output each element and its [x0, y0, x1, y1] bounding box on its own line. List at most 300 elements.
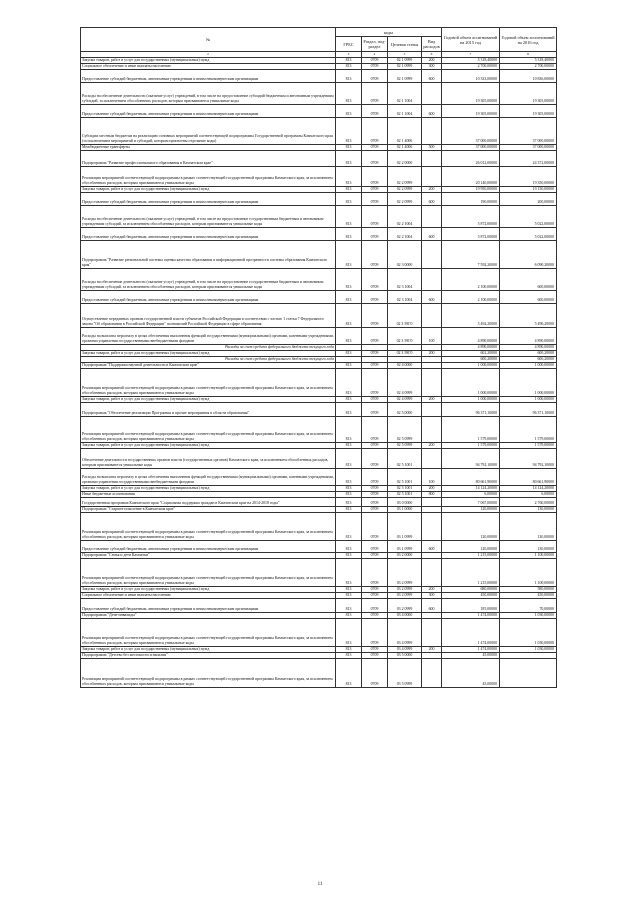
row-expense-type: [422, 369, 442, 397]
row-section: 0709: [362, 613, 388, 619]
row-grbs: 813: [336, 587, 362, 593]
row-volume-2016: 37 000,00000: [500, 118, 557, 145]
table-row: [81, 151, 557, 167]
row-volume-2015: 450,00000: [442, 593, 500, 599]
row-grbs: 813: [336, 613, 362, 619]
row-expense-type: 300: [422, 593, 442, 599]
row-volume-2015: 120,00000: [442, 541, 500, 553]
row-grbs: 813: [336, 593, 362, 599]
row-volume-2015: 4 890,00000: [442, 328, 500, 345]
row-grbs: 813: [336, 151, 362, 167]
table-row: [81, 193, 557, 206]
row-volume-2016: 6 090,20000: [500, 241, 557, 269]
page-number: 11: [317, 882, 323, 887]
row-name: Предоставление субсидий бюджетным, автономным учреждениям и иным некоммерческим организациям: [81, 599, 336, 613]
table-row: [81, 417, 557, 443]
row-volume-2015: 7 592,20000: [442, 241, 500, 269]
row-volume-2016: [500, 659, 557, 688]
row-grbs: 813: [336, 351, 362, 357]
row-section: 0709: [362, 541, 388, 553]
column-index: 5: [388, 52, 422, 58]
row-section: 0709: [362, 593, 388, 599]
table-row: [81, 269, 557, 291]
row-name: Закупка товаров, работ и услуг для государственных (муниципальных) нужд: [81, 647, 336, 653]
row-volume-2015: 185,00000: [442, 599, 500, 613]
row-grbs: 813: [336, 64, 362, 70]
row-volume-2015: 5 492,20000: [442, 304, 500, 328]
row-section: 0709: [362, 193, 388, 206]
header-volume-2016: Годовой объем ассигнований на 2016 год: [500, 28, 557, 52]
row-name: Иные бюджетные ассигнования: [81, 492, 336, 498]
row-grbs: 813: [336, 553, 362, 559]
row-volume-2016: 1 100,00000: [500, 553, 557, 559]
row-name: Закупка товаров, работ и услуг для государственных (муниципальных) нужд: [81, 187, 336, 193]
row-grbs: 813: [336, 513, 362, 541]
row-name: Предоставление субсидий бюджетным, автономным учреждениям и иным некоммерческим организациям: [81, 541, 336, 553]
row-volume-2016: 600,00000: [500, 291, 557, 304]
row-section: 0709: [362, 304, 388, 328]
row-expense-type: [422, 151, 442, 167]
table-row: [81, 291, 557, 304]
row-section: 0709: [362, 486, 388, 492]
row-target-item: 02 5 0000: [388, 403, 422, 417]
row-section: 0709: [362, 269, 388, 291]
table-row: [81, 449, 557, 469]
table-row: [81, 105, 557, 118]
row-volume-2016: 19 305,00000: [500, 105, 557, 118]
row-grbs: 813: [336, 498, 362, 507]
row-target-item: 03 4 0999: [388, 647, 422, 653]
row-section: 0709: [362, 363, 388, 369]
row-volume-2016: 96 371,10000: [500, 403, 557, 417]
row-section: 0709: [362, 659, 388, 688]
row-grbs: 813: [336, 241, 362, 269]
row-grbs: 813: [336, 363, 362, 369]
row-grbs: 813: [336, 369, 362, 397]
row-grbs: 813: [336, 145, 362, 151]
table-row: [81, 659, 557, 688]
row-expense-type: 600: [422, 70, 442, 83]
row-grbs: 813: [336, 304, 362, 328]
row-name: Подпрограмма "Развитие профессионального образования в Камчатском крае": [81, 151, 336, 167]
row-section: 0709: [362, 397, 388, 403]
table-row: [81, 167, 557, 187]
row-grbs: 813: [336, 167, 362, 187]
row-expense-type: 200: [422, 351, 442, 357]
row-volume-2015: 602,20000: [442, 351, 500, 357]
row-volume-2016: 1 100,00000: [500, 559, 557, 587]
table-row: [81, 228, 557, 241]
budget-sheet: [80, 27, 556, 688]
row-expense-type: [422, 513, 442, 541]
row-volume-2015: 2 700,00000: [442, 64, 500, 70]
table-row: [81, 206, 557, 228]
row-volume-2015: 1 474,00000: [442, 613, 500, 619]
row-volume-2016: 80 661,90000: [500, 469, 557, 486]
row-volume-2016: 600,20000: [500, 357, 557, 363]
row-volume-2015: 1 215,00000: [442, 559, 500, 587]
row-target-item: 03 2 0999: [388, 599, 422, 613]
row-section: 0709: [362, 83, 388, 105]
row-grbs: 813: [336, 83, 362, 105]
row-section: 0709: [362, 587, 388, 593]
header-target-item: Целевая статья: [388, 37, 422, 52]
row-name: Расходы на обеспечение деятельности (оказание услуг) учреждений, в том числе на предоставление государственным бюджетным и автономным учреждениям субсидий, за исключением обособленных расходов, которым присваиваются уникальные коды: [81, 269, 336, 291]
row-grbs: 813: [336, 58, 362, 64]
table-row: [81, 498, 557, 507]
row-target-item: 02 5 1001: [388, 492, 422, 498]
row-volume-2015: 1 000,00000: [442, 363, 500, 369]
row-volume-2015: 1 579,00000: [442, 443, 500, 449]
row-volume-2015: 1 474,00000: [442, 619, 500, 647]
row-section: 0709: [362, 70, 388, 83]
row-target-item: 02 5 1001: [388, 486, 422, 492]
row-target-item: 02 3 0000: [388, 241, 422, 269]
row-grbs: 813: [336, 269, 362, 291]
row-section: 0709: [362, 328, 388, 345]
row-grbs: 813: [336, 70, 362, 83]
row-target-item: 03 4 0000: [388, 613, 422, 619]
row-volume-2016: 130,00000: [500, 541, 557, 553]
row-volume-2016: 130,00000: [500, 513, 557, 541]
row-name: Реализация мероприятий соответствующей подпрограммы в рамках соответствующей государственной программы Камчатского края, за исключением обособленных расходов, которым присваиваются уникальные коды: [81, 369, 336, 397]
row-expense-type: 600: [422, 105, 442, 118]
row-name: Расходы на выплаты персоналу в целях обеспечения выполнения функций государственными (муниципальными) органами, казенными учреждениями, органами управления государственными внебюджетными фондами: [81, 328, 336, 345]
row-expense-type: [422, 559, 442, 587]
row-target-item: 02 3 59Г0: [388, 351, 422, 357]
row-expense-type: 200: [422, 58, 442, 64]
row-volume-2016: 4 890,00000: [500, 345, 557, 351]
row-volume-2016: 5 022,00000: [500, 228, 557, 241]
row-volume-2015: 120,00000: [442, 513, 500, 541]
row-target-item: 02 4 0000: [388, 363, 422, 369]
row-volume-2015: 1 579,00000: [442, 417, 500, 443]
row-target-item: 02 2 0999: [388, 187, 422, 193]
row-name: Межбюджетные трансферты: [81, 145, 336, 151]
row-target-item: 02 2 0999: [388, 167, 422, 187]
row-volume-2015: 1 474,00000: [442, 647, 500, 653]
row-volume-2016: 24 372,00000: [500, 151, 557, 167]
row-volume-2016: 2 760,00000: [500, 498, 557, 507]
table-row: [81, 619, 557, 647]
row-section: 0709: [362, 145, 388, 151]
row-name: Предоставление субсидий бюджетным, автономным учреждениям и иным некоммерческим организациям: [81, 105, 336, 118]
row-volume-2016: 1 579,00000: [500, 443, 557, 449]
row-section: 0709: [362, 369, 388, 397]
row-grbs: 813: [336, 469, 362, 486]
row-expense-type: 600: [422, 599, 442, 613]
row-grbs: 813: [336, 443, 362, 449]
row-grbs: 813: [336, 599, 362, 613]
row-name: Подпрограмма "Поддержка научной деятельности в Камчатском крае": [81, 363, 336, 369]
row-target-item: 02 5 0999: [388, 443, 422, 449]
row-volume-2015: 45,00000: [442, 659, 500, 688]
header-grbs: ГРБС: [336, 37, 362, 52]
table-row: [81, 304, 557, 328]
row-volume-2016: 19 305,00000: [500, 83, 557, 105]
row-expense-type: [422, 83, 442, 105]
row-name: Реализация мероприятий соответствующей подпрограммы в рамках соответствующей государственной программы Камчатского края, за исключением обособленных расходов, которым присваиваются уникальные коды: [81, 659, 336, 688]
row-volume-2016: 37 000,00000: [500, 145, 557, 151]
row-grbs: 813: [336, 653, 362, 659]
row-grbs: 813: [336, 397, 362, 403]
row-volume-2015: 19 305,00000: [442, 83, 500, 105]
column-index: 4: [362, 52, 388, 58]
row-volume-2015: 96 371,10000: [442, 403, 500, 417]
row-expense-type: [422, 206, 442, 228]
row-target-item: 02 1 0999: [388, 58, 422, 64]
row-name: Государственная программа Камчатского края "Социальная поддержка граждан в Камчатском крае на 2014-2018 годы": [81, 498, 336, 507]
row-name: Социальное обеспечение и иные выплаты населению: [81, 593, 336, 599]
row-name: Предоставление субсидий бюджетным, автономным учреждениям и иным некоммерческим организациям: [81, 291, 336, 304]
column-index: 2: [81, 52, 336, 58]
row-grbs: 813: [336, 541, 362, 553]
row-name: Реализация мероприятий соответствующей подпрограммы в рамках соответствующей государственной программы Камчатского края, за исключением обособленных расходов, которым присваиваются уникальные коды: [81, 559, 336, 587]
row-volume-2015: 20 140,00000: [442, 167, 500, 187]
row-expense-type: 600: [422, 228, 442, 241]
row-grbs: 813: [336, 449, 362, 469]
header-expense-type: Вид расходов: [422, 37, 442, 52]
header-number: №: [81, 28, 336, 52]
row-volume-2015: 37 000,00000: [442, 118, 500, 145]
row-name: Подпрограмма "Дети-инвалиды": [81, 613, 336, 619]
row-expense-type: [422, 269, 442, 291]
budget-rows: [81, 58, 557, 688]
row-volume-2015: 26 012,00000: [442, 151, 500, 167]
row-expense-type: [422, 498, 442, 507]
row-section: 0709: [362, 151, 388, 167]
table-row: [81, 469, 557, 486]
row-volume-2015: 5 872,00000: [442, 206, 500, 228]
row-expense-type: 200: [422, 647, 442, 653]
row-expense-type: 600: [422, 193, 442, 206]
row-section: 0709: [362, 351, 388, 357]
row-target-item: 02 4 0999: [388, 397, 422, 403]
row-volume-2015: 19 305,00000: [442, 105, 500, 118]
row-target-item: 03 0 0000: [388, 498, 422, 507]
row-volume-2016: 1 000,00000: [500, 369, 557, 397]
row-target-item: 02 3 1004: [388, 291, 422, 304]
row-volume-2016: 1 579,00000: [500, 417, 557, 443]
row-target-item: 02 1 1004: [388, 105, 422, 118]
row-expense-type: 200: [422, 486, 442, 492]
row-volume-2016: 19 350,00000: [500, 167, 557, 187]
row-expense-type: [422, 417, 442, 443]
row-name: Предоставление субсидий бюджетным, автономным учреждениям и иным некоммерческим организациям: [81, 70, 336, 83]
table-row: [81, 541, 557, 553]
table-row: [81, 599, 557, 613]
row-grbs: 813: [336, 417, 362, 443]
row-volume-2016: 19 150,00000: [500, 187, 557, 193]
row-grbs: 813: [336, 206, 362, 228]
row-volume-2016: 600,20000: [500, 351, 557, 357]
row-name: Расходы на обеспечение деятельности (оказание услуг) учреждений, в том числе на предоставление государственным бюджетным и автономным учреждениям субсидий, за исключением обособленных расходов, которым присваиваются уникальные коды: [81, 206, 336, 228]
row-expense-type: 300: [422, 64, 442, 70]
row-volume-2015: 19 950,00000: [442, 187, 500, 193]
row-target-item: 03 4 0999: [388, 619, 422, 647]
table-row: [81, 70, 557, 83]
row-volume-2015: 6,00000: [442, 492, 500, 498]
row-section: 0709: [362, 498, 388, 507]
row-volume-2016: 1 030,00000: [500, 613, 557, 619]
row-volume-2016: 130,00000: [500, 507, 557, 513]
row-volume-2016: 4 890,00000: [500, 328, 557, 345]
row-volume-2015: 10 333,00000: [442, 70, 500, 83]
row-grbs: 813: [336, 118, 362, 145]
row-grbs: 813: [336, 507, 362, 513]
row-name: Закупка товаров, работ и услуг для государственных (муниципальных) нужд: [81, 443, 336, 449]
row-name: Расходы за счет средств федерального бюджета текущего года: [81, 357, 336, 363]
row-target-item: 03 5 0999: [388, 659, 422, 688]
table-row: [81, 559, 557, 587]
row-target-item: 02 1 0999: [388, 64, 422, 70]
row-expense-type: 200: [422, 443, 442, 449]
row-section: 0709: [362, 403, 388, 417]
row-section: 0709: [362, 553, 388, 559]
row-grbs: 813: [336, 559, 362, 587]
row-target-item: 03 1 0000: [388, 507, 422, 513]
row-volume-2015: 1 215,00000: [442, 553, 500, 559]
row-target-item: 02 3 59Г0: [388, 328, 422, 345]
row-target-item: 03 2 0999: [388, 593, 422, 599]
row-expense-type: 200: [422, 187, 442, 193]
row-target-item: 02 4 0999: [388, 369, 422, 397]
row-volume-2016: 580,00000: [500, 587, 557, 593]
table-row: [81, 369, 557, 397]
row-volume-2016: 2 700,00000: [500, 64, 557, 70]
row-volume-2016: 5 490,20000: [500, 304, 557, 328]
row-volume-2015: 1 000,00000: [442, 369, 500, 397]
row-section: 0709: [362, 559, 388, 587]
row-section: 0709: [362, 118, 388, 145]
row-target-item: 03 2 0000: [388, 553, 422, 559]
row-target-item: 03 1 0999: [388, 541, 422, 553]
row-expense-type: [422, 241, 442, 269]
row-grbs: 813: [336, 105, 362, 118]
row-volume-2015: 14 124,20000: [442, 486, 500, 492]
row-name: Закупка товаров, работ и услуг для государственных (муниципальных) нужд: [81, 58, 336, 64]
row-volume-2015: 120,00000: [442, 507, 500, 513]
column-index: 3: [336, 52, 362, 58]
row-volume-2016: 1 030,00000: [500, 619, 557, 647]
row-name: Закупка товаров, работ и услуг для государственных (муниципальных) нужд: [81, 397, 336, 403]
row-section: 0709: [362, 417, 388, 443]
table-row: [81, 328, 557, 345]
row-name: Осуществление переданных органам государственной власти субъектов Российской Федерации в соответствии с частью 1 статьи 7 Федерального закона "Об образовании в Российской Федерации" полномочий Российской Федерации в сфере образования: [81, 304, 336, 328]
row-name: Расходы на выплаты персоналу в целях обеспечения выполнения функций государственными (муниципальными) органами, казенными учреждениями, органами управления государственными внебюджетными фондами: [81, 469, 336, 486]
row-section: 0709: [362, 206, 388, 228]
row-volume-2015: 1 000,00000: [442, 397, 500, 403]
row-volume-2016: 10 836,00000: [500, 70, 557, 83]
row-expense-type: [422, 403, 442, 417]
row-volume-2016: 450,00000: [500, 593, 557, 599]
row-name: Предоставление субсидий бюджетным, автономным учреждениям и иным некоммерческим организациям: [81, 193, 336, 206]
row-expense-type: [422, 449, 442, 469]
row-target-item: 02 3 1004: [388, 269, 422, 291]
row-section: 0709: [362, 513, 388, 541]
row-expense-type: [422, 619, 442, 647]
row-section: 0709: [362, 492, 388, 498]
row-expense-type: 100: [422, 328, 442, 345]
row-volume-2015: 4 890,00000: [442, 345, 500, 351]
row-volume-2016: 94 792,10000: [500, 449, 557, 469]
row-grbs: 813: [336, 187, 362, 193]
row-volume-2016: 1 000,00000: [500, 363, 557, 369]
row-target-item: 02 2 1004: [388, 206, 422, 228]
row-name: Обеспечение деятельности государственных органов власти (государственных органов) Камчатского края, за исключением обособленных расходов, которым присваиваются уникальные коды: [81, 449, 336, 469]
row-volume-2016: 6,00000: [500, 492, 557, 498]
row-grbs: 813: [336, 193, 362, 206]
row-volume-2016: 600,00000: [500, 269, 557, 291]
row-grbs: 813: [336, 492, 362, 498]
row-volume-2015: 7 067,00000: [442, 498, 500, 507]
row-name: Подпрограмма "Детство без жестокости и насилия": [81, 653, 336, 659]
row-name: Закупка товаров, работ и услуг для государственных (муниципальных) нужд: [81, 351, 336, 357]
row-section: 0709: [362, 449, 388, 469]
table-row: [81, 403, 557, 417]
row-section: 0709: [362, 228, 388, 241]
row-target-item: 02 1 1004: [388, 83, 422, 105]
row-section: 0709: [362, 58, 388, 64]
row-volume-2015: 680,00000: [442, 587, 500, 593]
row-grbs: 813: [336, 619, 362, 647]
table-row: [81, 513, 557, 541]
row-section: 0709: [362, 187, 388, 193]
row-name: Реализация мероприятий соответствующей подпрограммы в рамках соответствующей государственной программы Камчатского края, за исключением обособленных расходов, которым присваиваются уникальные коды: [81, 167, 336, 187]
row-section: 0709: [362, 647, 388, 653]
row-grbs: 813: [336, 647, 362, 653]
row-section: 0709: [362, 241, 388, 269]
row-target-item: 03 2 0999: [388, 587, 422, 593]
row-expense-type: 200: [422, 397, 442, 403]
row-grbs: 813: [336, 659, 362, 688]
row-name: Закупка товаров, работ и услуг для государственных (муниципальных) нужд: [81, 486, 336, 492]
row-expense-type: 500: [422, 145, 442, 151]
row-expense-type: 200: [422, 587, 442, 593]
row-section: 0709: [362, 443, 388, 449]
row-grbs: 813: [336, 486, 362, 492]
row-section: 0709: [362, 291, 388, 304]
table-row: [81, 83, 557, 105]
row-expense-type: [422, 167, 442, 187]
row-name: Субсидии местным бюджетам на реализацию основных мероприятий соответствующей подпрограммы Государственной программы Камчатского края (за исключением мероприятий и субсидий, которым присвоены отдельные коды): [81, 118, 336, 145]
row-section: 0709: [362, 507, 388, 513]
row-volume-2015: 190,00000: [442, 193, 500, 206]
row-name: Закупка товаров, работ и услуг для государственных (муниципальных) нужд: [81, 587, 336, 593]
row-target-item: 02 2 0999: [388, 193, 422, 206]
row-volume-2015: 2 100,00000: [442, 291, 500, 304]
row-volume-2015: 45,00000: [442, 653, 500, 659]
row-volume-2015: 5 872,00000: [442, 228, 500, 241]
row-volume-2015: 94 792,10000: [442, 449, 500, 469]
column-index: 6: [422, 52, 442, 58]
row-expense-type: 100: [422, 469, 442, 486]
row-volume-2016: 70,00000: [500, 599, 557, 613]
row-section: 0709: [362, 167, 388, 187]
row-name: Подпрограмма "Обеспечение реализации Программы и прочие мероприятия в области образования": [81, 403, 336, 417]
row-target-item: 02 3 59Г0: [388, 304, 422, 328]
budget-table: [80, 27, 557, 688]
row-volume-2016: 14 124,20000: [500, 486, 557, 492]
header-volume-2015: Годовой объем ассигнований на 2015 год: [442, 28, 500, 52]
row-volume-2015: 37 000,00000: [442, 145, 500, 151]
row-name: Реализация мероприятий соответствующей подпрограммы в рамках соответствующей государственной программы Камчатского края, за исключением обособленных расходов, которым присваиваются уникальные коды: [81, 417, 336, 443]
row-section: 0709: [362, 619, 388, 647]
header-section: Раздел, под-раздел: [362, 37, 388, 52]
row-name: Расходы за счет средств федерального бюджета текущего года: [81, 345, 336, 351]
table-row: [81, 241, 557, 269]
row-name: Подпрограмма "Семья и дети Камчатки": [81, 553, 336, 559]
